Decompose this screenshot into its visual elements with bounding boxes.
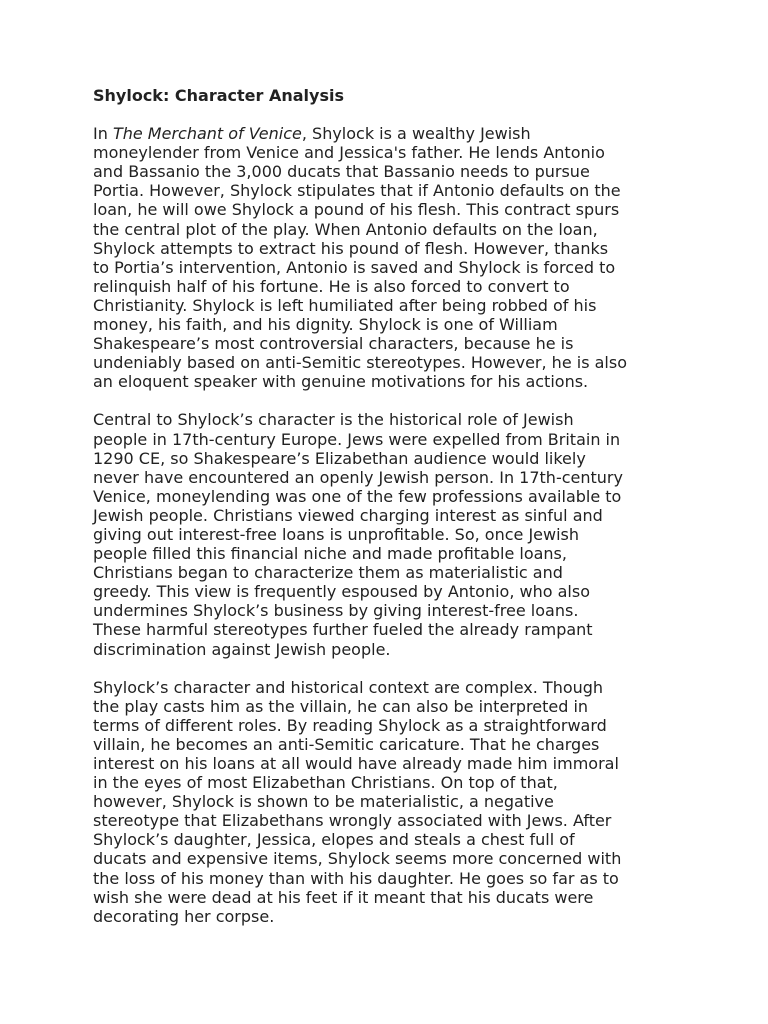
paragraph-line: ducats and expensive items, Shylock seems more concerned with xyxy=(93,849,622,869)
paragraph-line: undermines Shylock’s business by giving interest-free loans. xyxy=(93,601,579,621)
paragraph-line: an eloquent speaker with genuine motivations for his actions. xyxy=(93,372,589,392)
paragraph-line: people filled this financial niche and made profitable loans, xyxy=(93,544,567,564)
paragraph-line: never have encountered an openly Jewish person. In 17th-century xyxy=(93,467,623,487)
paragraph-line xyxy=(93,124,678,143)
paragraph-line: the central plot of the play. When Antonio defaults on the loan, xyxy=(93,219,598,239)
paragraph-line: Shakespeare’s most controversial characters, because he is xyxy=(93,334,574,354)
paragraph-line: Shylock’s character and historical context are complex. Though xyxy=(93,677,604,697)
paragraph-line: however, Shylock is shown to be materialistic, a negative xyxy=(93,792,554,812)
paragraph-line: in the eyes of most Elizabethan Christians. On top of that, xyxy=(93,773,558,793)
paragraph-line: the play casts him as the villain, he can also be interpreted in xyxy=(93,696,589,716)
paragraph-line: and Bassanio the 3,000 ducats that Bassanio needs to pursue xyxy=(93,162,590,182)
paragraph-line: decorating her corpse. xyxy=(93,906,275,926)
paragraph-line: Shylock’s daughter, Jessica, elopes and steals a chest full of xyxy=(93,830,575,850)
paragraph-line: Christianity. Shylock is left humiliated after being robbed of his xyxy=(93,295,597,315)
paragraph-line: giving out interest-free loans is unprofitable. So, once Jewish xyxy=(93,524,580,544)
paragraph-line: money, his faith, and his dignity. Shylock is one of William xyxy=(93,315,558,335)
paragraph-line: Christians began to characterize them as materialistic and xyxy=(93,563,563,583)
document-page xyxy=(93,86,678,945)
paragraph-2 xyxy=(93,410,678,658)
paragraph-line: moneylender from Venice and Jessica's father. He lends Antonio xyxy=(93,143,605,163)
paragraph-line: the loss of his money than with his daughter. He goes so far as to xyxy=(93,868,619,888)
paragraph-line: interest on his loans at all would have already made him immoral xyxy=(93,754,619,773)
paragraph-line: Central to Shylock’s character is the historical role of Jewish xyxy=(93,410,574,430)
paragraph-line: Jewish people. Christians viewed charging interest as sinful and xyxy=(93,505,603,525)
paragraph-line: stereotype that Elizabethans wrongly associated with Jews. After xyxy=(93,811,612,831)
paragraph-line: villain, he becomes an anti-Semitic caricature. That he charges xyxy=(93,734,600,754)
paragraph-line: terms of different roles. By reading Shylock as a straightforward xyxy=(93,715,607,735)
paragraph-3 xyxy=(93,678,678,926)
paragraph-line: greedy. This view is frequently espoused by Antonio, who also xyxy=(93,582,590,602)
paragraph-line: relinquish half of his fortune. He is also forced to convert to xyxy=(93,276,570,296)
paragraph-line: to Portia’s intervention, Antonio is saved and Shylock is forced to xyxy=(93,257,616,277)
paragraph-line: undeniably based on anti-Semitic stereotypes. However, he is also xyxy=(93,353,627,373)
play-title: The Merchant of Venice xyxy=(112,124,302,144)
paragraph-line: Shylock attempts to extract his pound of flesh. However, thanks xyxy=(93,238,609,258)
paragraph-line: people in 17th-century Europe. Jews were expelled from Britain in xyxy=(93,429,621,449)
paragraph-line: wish she were dead at his feet if it meant that his ducats were xyxy=(93,887,594,907)
paragraph-line: 1290 CE, so Shakespeare’s Elizabethan audience would likely xyxy=(93,448,586,468)
line-text: , Shylock is a wealthy Jewish xyxy=(301,124,531,144)
paragraph-line: discrimination against Jewish people. xyxy=(93,639,391,659)
paragraph-line: These harmful stereotypes further fueled the already rampant xyxy=(93,620,593,640)
document-title: Shylock: Character Analysis xyxy=(93,86,344,105)
paragraph-1 xyxy=(93,124,678,391)
paragraph-line: loan, he will owe Shylock a pound of his flesh. This contract spurs xyxy=(93,200,620,220)
intro-text: In xyxy=(93,124,113,144)
paragraph-line: Portia. However, Shylock stipulates that if Antonio defaults on the xyxy=(93,181,621,201)
paragraph-line: Venice, moneylending was one of the few professions available to xyxy=(93,486,622,506)
